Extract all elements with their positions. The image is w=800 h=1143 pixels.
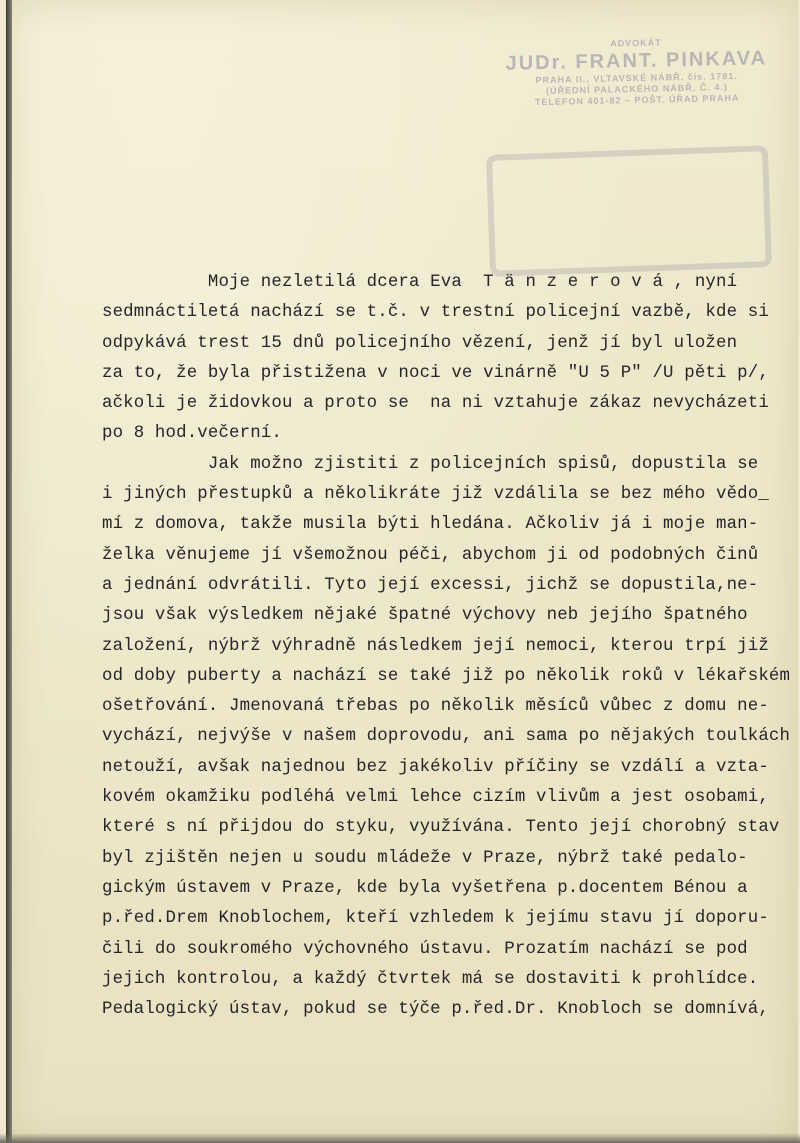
text-line: od doby puberty a nachází se také již po několik roků v lékařském bbox=[102, 666, 791, 686]
text-line: netouží, avšak najednou bez jakékoliv příčiny se vzdálí a vzta- bbox=[102, 757, 769, 777]
text-line: Pedalogický ústav, pokud se týče p.řed.Dr. Knobloch se domnívá, bbox=[102, 1000, 769, 1020]
text-line: které s ní přijdou do styku, využívána. Tento její chorobný stav bbox=[102, 818, 780, 838]
letterhead-stamp bbox=[491, 35, 783, 151]
text-line: založení, nýbrž výhradně následkem její nemoci, kterou trpí již bbox=[102, 636, 769, 656]
text-line: a jednání odvrátili. Tyto její excessi, jichž se dopustila,ne- bbox=[102, 575, 759, 595]
text-line: za to, že byla přistižena v noci ve vinárně "U 5 P" /U pěti p/, bbox=[102, 363, 769, 383]
text-line: vychází, nejvýše v našem doprovodu, ani sama po nějakých toulkách bbox=[102, 727, 791, 747]
stamp-line-1: ADVOKÁT bbox=[610, 37, 662, 49]
text-line: gickým ústavem v Praze, kde byla vyšetřena p.docentem Bénou a bbox=[102, 878, 748, 898]
text-line: Jak možno zjistiti z policejních spisů, dopustila se bbox=[102, 454, 759, 474]
text-line: ačkoli je židovkou a proto se na ni vztahuje zákaz nevycházeti bbox=[102, 394, 769, 414]
text-line: kovém okamžiku podléhá velmi lehce cizím vlivům a jest osobami, bbox=[102, 788, 769, 808]
text-line: p.řed.Drem Knoblochem, kteří vzhledem k jejímu stavu jí doporu- bbox=[102, 909, 769, 929]
stamp-line-4: TELEFON 401-82 – POŠT. ÚŘAD PRAHA bbox=[534, 92, 740, 108]
text-line: po 8 hod.večerní. bbox=[102, 424, 282, 444]
text-line: byl zjištěn nejen u soudu mládeže v Praze, nýbrž také pedalo- bbox=[102, 848, 748, 868]
page-bottom-edge bbox=[0, 1133, 800, 1143]
document-page bbox=[6, 0, 798, 1143]
stamp-line-2: PRAHA II., VLTAVSKÉ NÁBŘ. čís. 1781. bbox=[535, 70, 738, 86]
received-stamp bbox=[486, 145, 772, 277]
text-line: čili do soukromého výchovného ústavu. Prozatím nachází se pod bbox=[102, 939, 748, 959]
text-line: jsou však výsledkem nějaké špatné výchovy neb jejího špatného bbox=[102, 606, 748, 626]
text-line: i jiných přestupků a několikráte již vzdálila se bez mého vědo_ bbox=[102, 485, 769, 505]
text-line: jejich kontrolou, a každý čtvrtek má se dostaviti k prohlídce. bbox=[102, 969, 759, 989]
text-line: želka věnujeme jí všemožnou péči, abychom ji od podobných činů bbox=[102, 545, 759, 565]
text-line: Moje nezletilá dcera Eva T ä n z e r o v á , nyní bbox=[102, 273, 738, 292]
letter-body bbox=[102, 268, 791, 1025]
text-line: odpykává trest 15 dnů policejního vězení, jenž jí byl uložen bbox=[102, 333, 738, 353]
text-line: sedmnáctiletá nachází se t.č. v trestní policejní vazbě, kde si bbox=[102, 303, 769, 323]
text-line: ošetřování. Jmenovaná třebas po několik měsíců vůbec z domu ne- bbox=[102, 697, 769, 717]
stamp-name: JUDr. FRANT. PINKAVA bbox=[505, 47, 768, 75]
text-line: mí z domova, takže musila býti hledána. Ačkoliv já i moje man- bbox=[102, 515, 759, 535]
stamp-line-3: (ÚŘEDNÍ PALACKÉHO NÁBŘ. Č. 4.) bbox=[545, 82, 728, 96]
page-left-edge bbox=[6, 0, 12, 1143]
